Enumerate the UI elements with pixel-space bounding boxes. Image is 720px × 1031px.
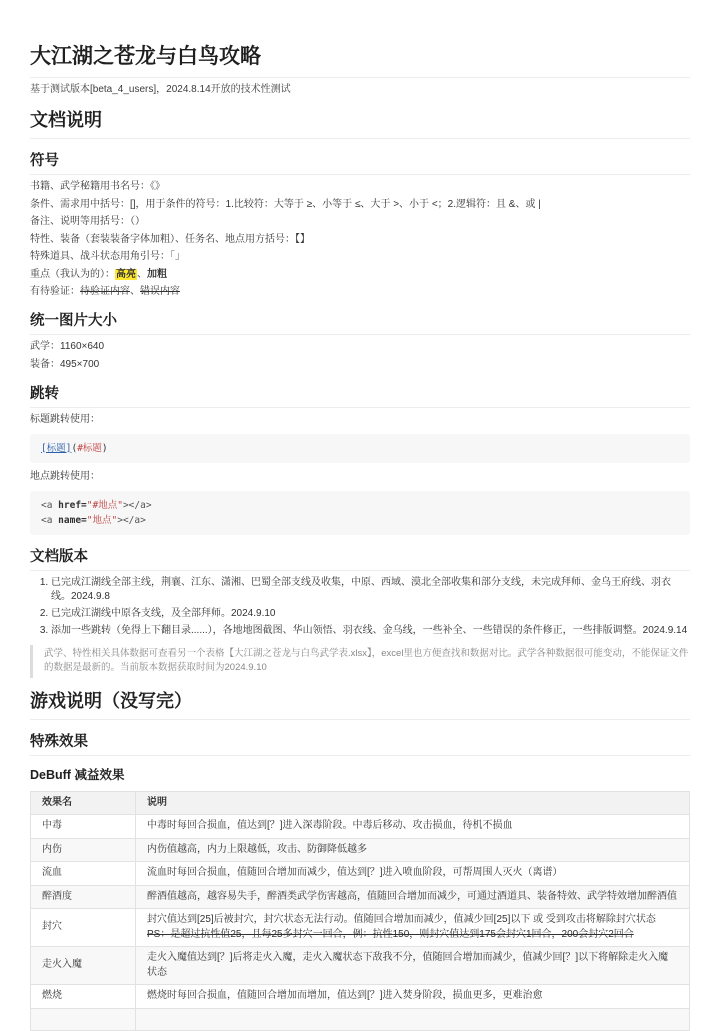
symbol-line-special: 特殊道具、战斗状态用角引号：「」: [30, 251, 185, 262]
code-block-place-jump: [30, 491, 690, 535]
table-row-poison: [31, 815, 690, 839]
code-token-attr-name: name=: [58, 514, 87, 526]
effect-name-cell: 走火入魔: [31, 947, 136, 985]
code-token-string: "#地点": [86, 499, 123, 511]
emphasis-sep: 、: [137, 268, 147, 280]
column-header-description: 说明: [136, 791, 690, 815]
verify-prefix: 有待验证：: [30, 286, 80, 297]
code-token-paren-open: (: [71, 442, 78, 454]
code-token-paren-close: ): [101, 442, 108, 454]
title-jump-label: 标题跳转使用：: [30, 413, 100, 425]
heading-jump: 跳转: [30, 382, 690, 408]
bold-sample: 加粗: [147, 268, 167, 280]
column-header-effect-name: 效果名: [31, 791, 136, 815]
heading-game-desc: 游戏说明（没写完）: [30, 687, 690, 720]
heading-image-size: 统一图片大小: [30, 309, 690, 335]
code-token-tag-close: ></a>: [117, 514, 146, 526]
code-block-title-jump: [30, 434, 690, 463]
verify-strikethrough-2: 错误内容: [140, 286, 180, 297]
symbol-line-conditions: 条件、需求用中括号：[]，用于条件的符号：1.比较符：大等于 ≥、小等于 ≤、大于 >、小于 <；2.逻辑符：且 &、或 |: [30, 198, 541, 210]
page-title: 大江湖之苍龙与白鸟攻略: [30, 40, 690, 78]
table-row-empty: [31, 1008, 690, 1030]
symbol-line-notes: 备注、说明等用括号：（）: [30, 216, 145, 227]
effect-desc-cell: 中毒时每回合损血，值达到[？]进入深毒阶段。中毒后移动、攻击损血，待机不损血: [136, 815, 690, 839]
effect-desc-cell: [136, 909, 690, 947]
code-token-tag-close: ></a>: [122, 499, 152, 511]
highlight-sample: 高亮: [116, 268, 136, 280]
code-line: [41, 513, 679, 528]
image-size-wuxue: 武学：1160×640: [30, 341, 105, 352]
effect-desc-strikethrough-ps: PS：是超过抗性值25，且每25多封穴一回合，例：抗性150，则封穴值达到175会封穴1回合，200会封穴2回合: [147, 928, 634, 940]
place-jump-label: 地点跳转使用：: [30, 470, 100, 482]
code-line: [41, 498, 679, 513]
symbol-line-emphasis: [30, 268, 690, 282]
version-note-blockquote: 武学、特性相关具体数据可查看另一个表格【大江湖之苍龙与白鸟武学表.xlsx】，excel里也方便查找和数据对比。武学各种数据很可能变动，不能保证文件的数据是最新的。当前版本数据获取时间为2024.9.10: [30, 645, 690, 678]
version-list-item: 2. 已完成江湖线中原各支线，及全部拜师。2024.9.10: [51, 607, 690, 621]
effect-name-cell: 燃烧: [31, 985, 136, 1009]
table-row-drunkenness: [31, 885, 690, 909]
code-token-tag-open: <a: [41, 499, 59, 511]
effect-name-cell: [31, 1008, 136, 1030]
debuff-table-head: [31, 791, 690, 815]
verify-sep: 、: [130, 286, 140, 297]
effect-desc-text: 封穴值达到[25]后被封穴，封穴状态无法行动。值随回合增加而减少，值减少回[25]以下 或 受到攻击将解除封穴状态: [147, 914, 656, 926]
effect-name-cell: 封穴: [31, 909, 136, 947]
table-row-sealed-acupoint: [31, 909, 690, 947]
effect-name-cell: 内伤: [31, 838, 136, 862]
effect-desc-cell: 流血时每回合损血，值随回合增加而减少，值达到[？]进入喷血阶段，可帮周围人灭火（离谱）: [136, 862, 690, 886]
heading-symbols: 符号: [30, 149, 690, 175]
effect-desc-cell: 燃烧时每回合损血，值随回合增加而增加，值达到[？]进入焚身阶段，损血更多，更难治愈: [136, 985, 690, 1009]
symbol-line-verify: [30, 285, 690, 299]
heading-debuff: DeBuff 减益效果: [30, 767, 125, 782]
table-row-bleed: [31, 862, 690, 886]
effect-desc-cell: [136, 1008, 690, 1030]
code-token-attr-href: href=: [58, 499, 87, 511]
heading-doc-version: 文档版本: [30, 545, 690, 571]
symbol-line-books: 书籍、武学秘籍用书名号：《》: [30, 181, 165, 192]
code-token-tag-open: <a: [41, 514, 59, 526]
effect-name-cell: 中毒: [31, 815, 136, 839]
verify-strikethrough-1: 待验证内容: [80, 286, 130, 297]
heading-doc-desc: 文档说明: [30, 106, 690, 139]
effect-name-cell: 流血: [31, 862, 136, 886]
code-token-link: [标题]: [41, 442, 72, 454]
version-list: [30, 576, 690, 638]
effect-desc-cell: 内伤值越高，内力上限越低，攻击、防御降低越多: [136, 838, 690, 862]
code-line: [41, 441, 679, 456]
table-header-row: [31, 791, 690, 815]
symbol-line-traits: 特性、装备（套装装备字体加粗）、任务名、地点用方括号：【】: [30, 233, 310, 245]
code-token-string: "地点": [86, 514, 118, 526]
image-size-zhuangbei: 装备：495×700: [30, 358, 100, 370]
table-row-internal-injury: [31, 838, 690, 862]
table-row-qi-deviation: [31, 947, 690, 985]
page-subtitle: 基于测试版本[beta_4_users]，2024.8.14开放的技术性测试: [30, 84, 291, 95]
debuff-table: [30, 791, 690, 1031]
heading-special-effects: 特殊效果: [30, 730, 690, 756]
effect-desc-cell: 走火入魔值达到[？]后将走火入魔，走火入魔状态下敌我不分，值随回合增加而减少，值减少回[？]以下将解除走火入魔状态: [136, 947, 690, 985]
code-token-anchor: #标题: [77, 442, 102, 454]
effect-name-cell: 醉酒度: [31, 885, 136, 909]
version-list-item: 1. 已完成江湖线全部主线，荆襄、江东、潇湘、巴蜀全部支线及收集，中原、西域、漠北全部收集和部分支线，未完成拜师、金乌王府线、羽衣线。2024.9.8: [51, 576, 690, 604]
emphasis-prefix: 重点（我认为的）：: [30, 268, 115, 280]
effect-desc-cell: 醉酒值越高，越容易失手，醉酒类武学伤害越高，值随回合增加而减少，可通过酒道具、装备特效、武学特效增加醉酒值: [136, 885, 690, 909]
debuff-table-body: [31, 815, 690, 1031]
table-row-burning: [31, 985, 690, 1009]
version-list-item: 3. 添加一些跳转（免得上下翻目录......），各地地图截图、华山领悟、羽衣线、金乌线，一些补全、一些错误的条件修正，一些排版调整。2024.9.14: [51, 624, 690, 638]
